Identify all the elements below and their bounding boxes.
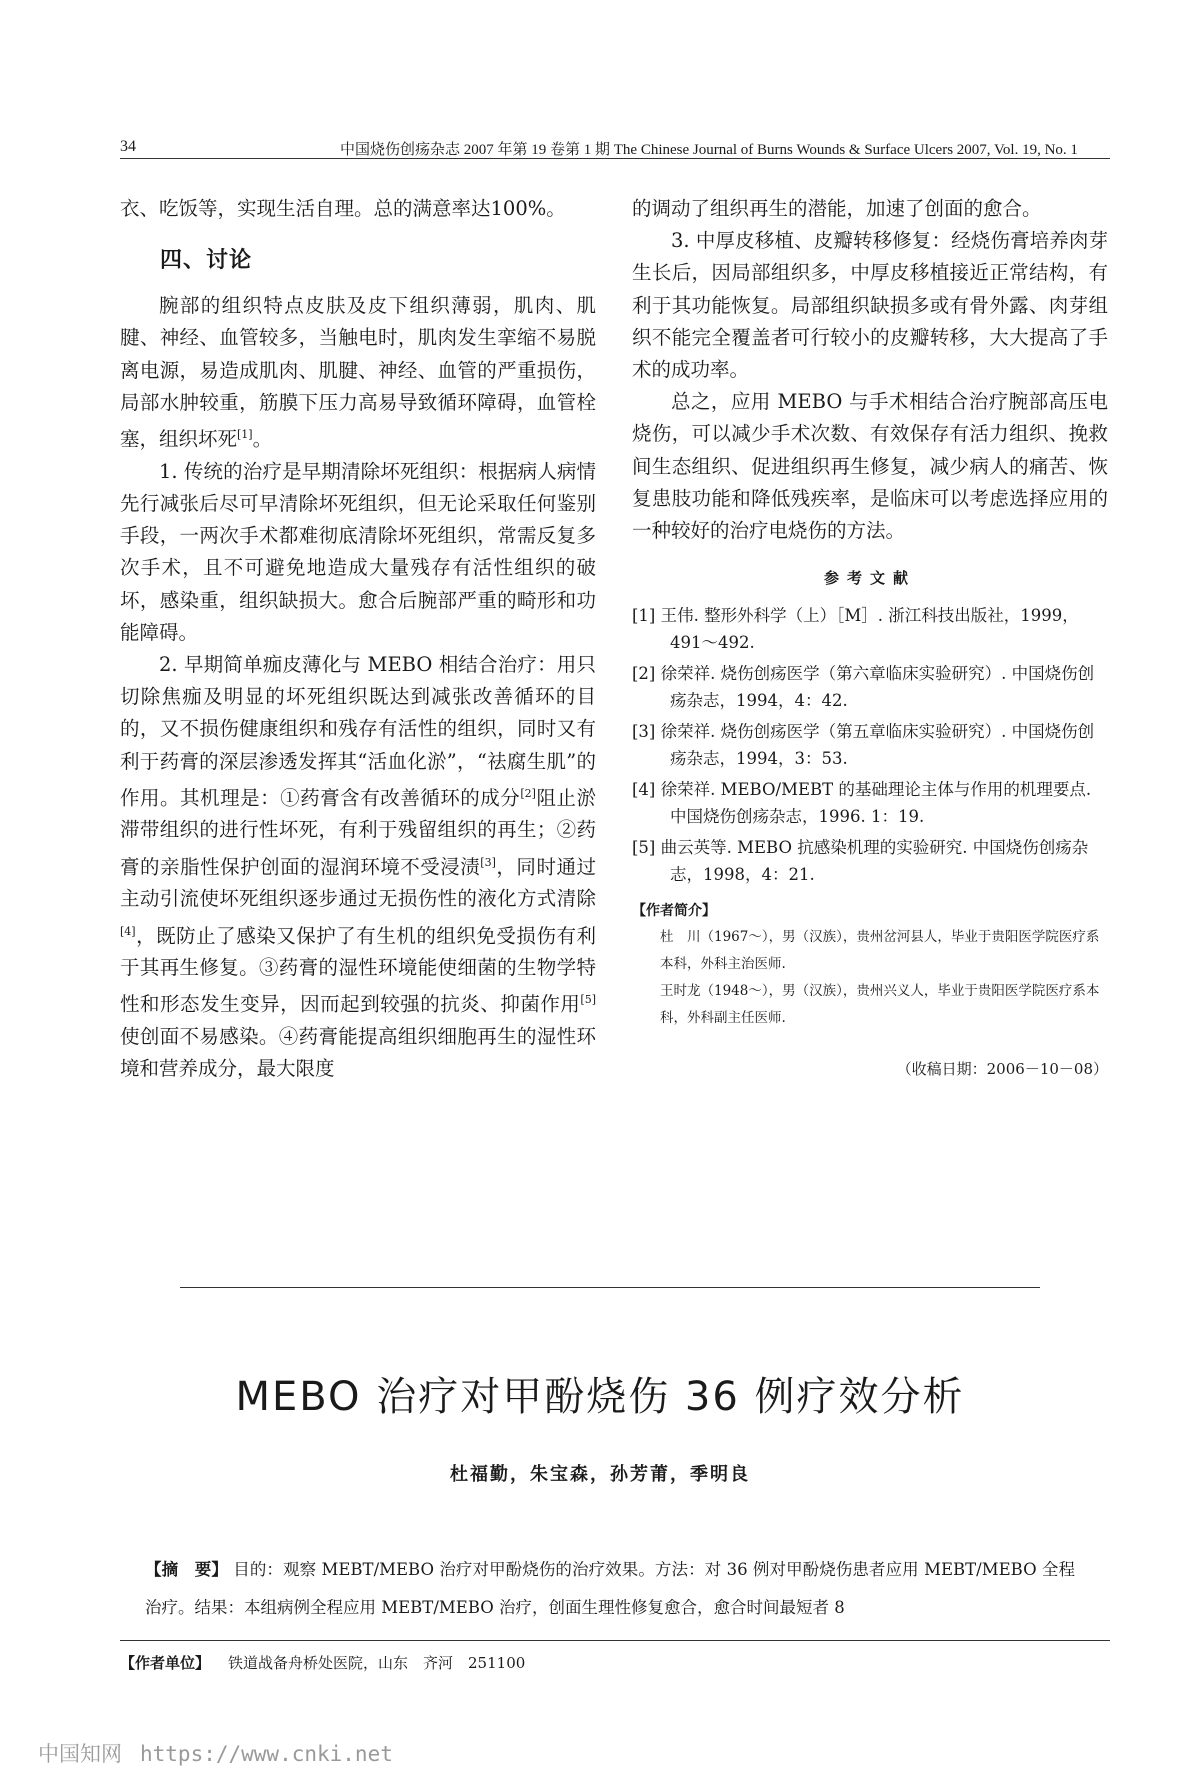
reference-item: [1] 王伟. 整形外科学（上）［M］. 浙江科技出版社，1999，491～492. bbox=[632, 606, 1079, 653]
paragraph-text: 。 bbox=[252, 427, 273, 451]
citation: [2] bbox=[520, 786, 536, 800]
affiliation-label: 【作者单位】 bbox=[120, 1654, 211, 1672]
section-heading: 四、讨论 bbox=[160, 248, 253, 274]
right-column bbox=[632, 193, 1108, 1079]
footnote-rule bbox=[120, 1640, 1110, 1641]
header-rule bbox=[120, 158, 1110, 159]
references-title: 参考文献 bbox=[823, 569, 916, 588]
paragraph: 的调动了组织再生的潜能，加速了创面的愈合。 bbox=[632, 197, 1042, 220]
paragraph-text: 使创面不易感染。④药膏能提高组织细胞再生的湿性环境和营养成分，最大限度 bbox=[120, 1025, 596, 1081]
paragraph: 衣、吃饭等，实现生活自理。总的满意率达100%。 bbox=[120, 197, 566, 220]
abstract bbox=[145, 1551, 1075, 1627]
paragraph: 总之，应用 MEBO 与手术相结合治疗腕部高压电烧伤，可以减少手术次数、有效保存有活力组织、挽救间生态组织、促进组织再生修复，减少病人的痛苦、恢复患肢功能和降低残疾率，是临床可以考虑选择应用的一种较好的治疗电烧伤的方法。 bbox=[632, 390, 1108, 543]
paragraph-text: 2. 早期简单痂皮薄化与 MEBO 相结合治疗：用只切除焦痂及明显的坏死组织既达到减张改善循环的目的，又不损伤健康组织和残存有活性的组织，同时又有利于药膏的深层渗透发挥其“活血化淤”，“祛腐生肌”的作用。其机理是：①药膏含有改善循环的成分 bbox=[120, 652, 596, 810]
watermark-url: https://www.cnki.net bbox=[140, 1742, 393, 1766]
article-title: MEBO 治疗对甲酚烧伤 36 例疗效分析 bbox=[235, 1374, 965, 1420]
affiliation bbox=[120, 1652, 525, 1673]
article-divider bbox=[180, 1287, 1040, 1288]
author-bio: 王时龙（1948～），男（汉族），贵州兴义人，毕业于贵阳医学院医疗系本科，外科副主任医师. bbox=[660, 983, 1100, 1027]
paragraph-text: 腕部的组织特点皮肤及皮下组织薄弱，肌肉、肌腱、神经、血管较多，当触电时，肌肉发生挛缩不易脱离电源，易造成肌肉、肌腱、神经、血管的严重损伤，局部水肿较重，筋膜下压力高易导致循环障碍，血管栓塞，组织坏死 bbox=[120, 294, 596, 451]
reference-item: [5] 曲云英等. MEBO 抗感染机理的实验研究. 中国烧伤创疡杂志，1998，4：21. bbox=[632, 838, 1089, 885]
paragraph bbox=[120, 290, 596, 456]
paragraph: 3. 中厚皮移植、皮瓣转移修复：经烧伤膏培养肉芽生长后，因局部组织多，中厚皮移植接近正常结构，有利于其功能恢复。局部组织缺损多或有骨外露、肉芽组织不能完全覆盖者可行较小的皮瓣转移，大大提高了手术的成功率。 bbox=[632, 229, 1108, 382]
paragraph-text: ，既防止了感染又保护了有生机的组织免受损伤有利于其再生修复。③药膏的湿性环境能使细菌的生物学特性和形态发生变异，因而起到较强的抗炎、抑菌作用 bbox=[120, 924, 596, 1016]
paragraph-text: ，同时通过主动引流使坏死组织逐步通过无损伤性的液化方式清除 bbox=[120, 855, 596, 911]
watermark bbox=[38, 1738, 393, 1768]
citation: [4] bbox=[120, 924, 136, 938]
abstract-text: 目的：观察 MEBT/MEBO 治疗对甲酚烧伤的治疗效果。方法：对 36 例对甲酚烧伤患者应用 MEBT/MEBO 全程治疗。结果：本组病例全程应用 MEBT/MEBO 治疗，创面生理性修复愈合，愈合时间最短者 8 bbox=[145, 1560, 1076, 1617]
paragraph bbox=[120, 649, 596, 1086]
abstract-label: 【摘 要】 bbox=[145, 1560, 228, 1579]
reference-item: [3] 徐荣祥. 烧伤创疡医学（第五章临床实验研究）. 中国烧伤创疡杂志，1994，3：53. bbox=[632, 722, 1095, 769]
received-date: （收稿日期：2006－10－08） bbox=[896, 1060, 1108, 1079]
left-column bbox=[120, 193, 596, 1086]
page-number: 34 bbox=[120, 138, 136, 155]
article-authors: 杜福勤，朱宝森，孙芳莆，季明良 bbox=[450, 1464, 750, 1485]
author-bio: 杜 川（1967～），男（汉族），贵州岔河县人，毕业于贵阳医学院医疗系本科，外科主治医师. bbox=[660, 929, 1100, 973]
running-header: 中国烧伤创疡杂志 2007 年第 19 卷第 1 期 The Chinese Journal of Burns Wounds & Surface Ulcers 2007, Vol. 19, No. 1 bbox=[340, 142, 1078, 158]
author-bio-title: 【作者简介】 bbox=[632, 903, 716, 920]
reference-item: [4] 徐荣祥. MEBO/MEBT 的基础理论主体与作用的机理要点. 中国烧伤创疡杂志，1996. 1：19. bbox=[632, 780, 1092, 827]
paragraph: 1. 传统的治疗是早期清除坏死组织：根据病人病情先行减张后尽可早清除坏死组织，但无论采取任何鉴别手段，一两次手术都难彻底清除坏死组织，常需反复多次手术，且不可避免地造成大量残存有活性组织的破坏，感染重，组织缺损大。愈合后腕部严重的畸形和功能障碍。 bbox=[120, 459, 596, 644]
watermark-name: 中国知网 bbox=[38, 1742, 122, 1766]
citation: [1] bbox=[237, 428, 253, 442]
citation: [5] bbox=[580, 993, 596, 1007]
paragraph-text: 阻止淤滞带组织的进行性坏死，有利于残留组织的再生；②药膏的亲脂性保护创面的湿润环境不受浸渍 bbox=[120, 786, 596, 879]
reference-item: [2] 徐荣祥. 烧伤创疡医学（第六章临床实验研究）. 中国烧伤创疡杂志，1994，4：42. bbox=[632, 664, 1095, 711]
citation: [3] bbox=[480, 855, 496, 869]
affiliation-text: 铁道战备舟桥处医院，山东 齐河 251100 bbox=[228, 1654, 526, 1672]
